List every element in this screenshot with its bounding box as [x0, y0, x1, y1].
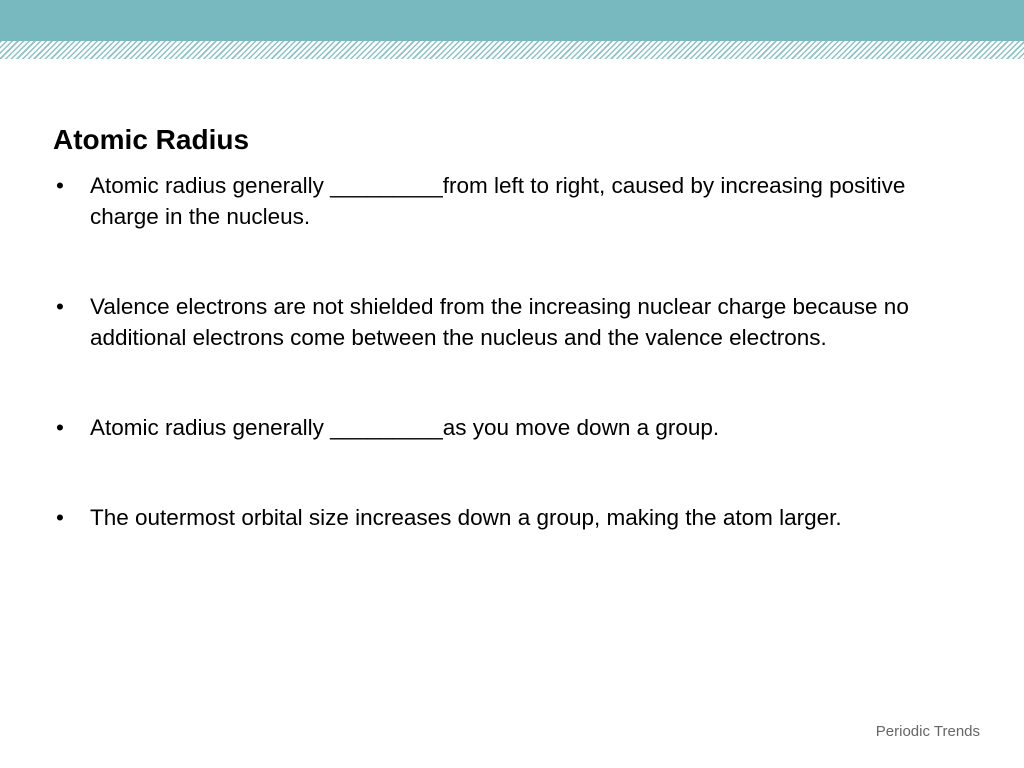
- bullet-item: [53, 502, 963, 533]
- footer-text: Periodic Trends: [875, 723, 980, 740]
- bullet-dot-icon: •: [56, 505, 64, 530]
- bullet-list: [53, 170, 963, 592]
- bullet-text: Valence electrons are not shielded from the increasing nuclear charge because no additional electrons come between the nucleus and the valence electrons.: [90, 294, 909, 350]
- header-band: [0, 0, 1024, 41]
- bullet-dot-icon: •: [56, 173, 64, 198]
- bullet-text: The outermost orbital size increases down a group, making the atom larger.: [90, 505, 842, 530]
- bullet-text: Atomic radius generally _________from left to right, caused by increasing positive charge in the nucleus.: [90, 173, 906, 229]
- header-hatch-stripe: [0, 41, 1024, 59]
- bullet-item: [53, 412, 963, 443]
- bullet-dot-icon: •: [56, 415, 64, 440]
- slide-title: Atomic Radius: [53, 124, 250, 155]
- bullet-dot-icon: •: [56, 294, 64, 319]
- bullet-item: [53, 291, 963, 353]
- bullet-item: [53, 170, 963, 232]
- bullet-text: Atomic radius generally _________as you move down a group.: [90, 415, 720, 440]
